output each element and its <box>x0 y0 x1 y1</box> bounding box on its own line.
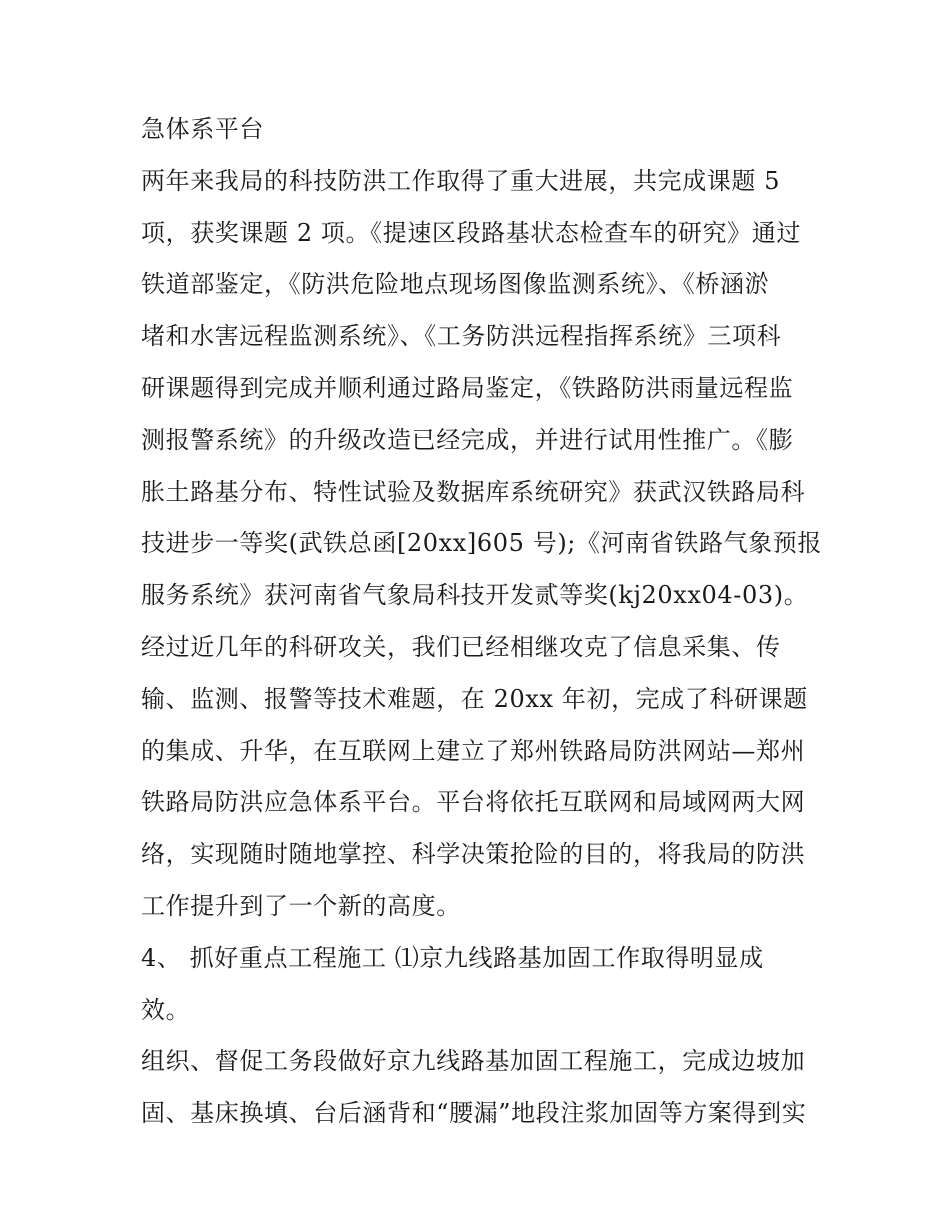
text-line: 两年来我局的科技防洪工作取得了重大进展，共完成课题 5 <box>141 166 781 195</box>
text-line: 组织、督促工务段做好京九线路基加固工程施工，完成边坡加 <box>141 1047 806 1076</box>
text-line: 研课题得到完成并顺利通过路局鉴定，《铁路防洪雨量远程监 <box>141 373 794 402</box>
text-line: 胀土路基分布、特性试验及数据库系统研究》获武汉铁路局科 <box>141 477 806 506</box>
text-line: 铁路局防洪应急体系平台。平台将依托互联网和局域网两大网 <box>141 788 806 817</box>
text-line: 工作提升到了一个新的高度。 <box>141 891 461 920</box>
section-heading: 4、 抓好重点工程施工 ⑴京九线路基加固工作取得明显成 <box>141 943 764 972</box>
text-line: 急体系平台 <box>141 115 264 143</box>
text-line: 堵和水害远程监测系统》、《工务防洪远程指挥系统》三项科 <box>141 322 782 351</box>
text-line: 输、监测、报警等技术难题，在 20xx 年初，完成了科研课题 <box>141 684 808 713</box>
text-line: 服务系统》获河南省气象局科技开发贰等奖(kj20xx04-03)。 <box>141 581 809 610</box>
text-line: 固、基床换填、台后涵背和“腰漏”地段注浆加固等方案得到实 <box>141 1099 807 1128</box>
text-line: 铁道部鉴定，《防洪危险地点现场图像监测系统》、《桥涵淤 <box>141 270 770 299</box>
text-line: 技进步一等奖(武铁总函[20xx]605 号);《河南省铁路气象预报 <box>141 529 822 558</box>
text-line: 效。 <box>141 995 191 1024</box>
text-line: 经过近几年的科研攻关，我们已经相继攻克了信息采集、传 <box>141 632 781 661</box>
text-line: 测报警系统》的升级改造已经完成，并进行试用性推广。《膨 <box>141 425 794 454</box>
document-body <box>141 104 821 1140</box>
text-line: 络，实现随时随地掌控、科学决策抢险的目的，将我局的防洪 <box>141 840 806 869</box>
text-line: 的集成、升华，在互联网上建立了郑州铁路局防洪网站—郑州 <box>141 736 806 765</box>
text-line: 项，获奖课题 2 项。《提速区段路基状态检查车的研究》通过 <box>141 218 801 247</box>
